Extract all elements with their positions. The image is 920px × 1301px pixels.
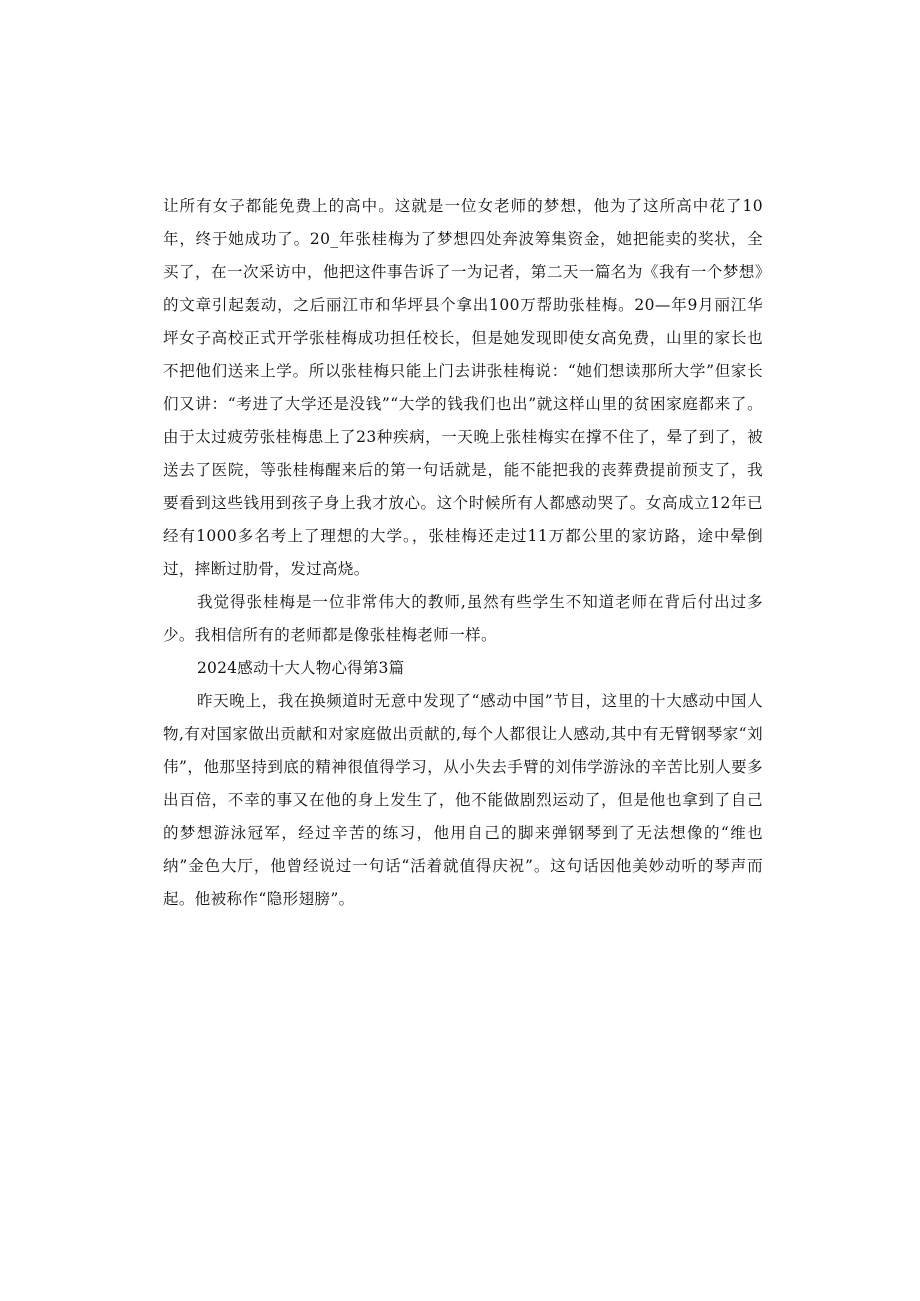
- document-page: [163, 190, 763, 916]
- section-heading: 2024感动十大人物心得第3篇: [197, 659, 405, 677]
- paragraph-reflection: 我觉得张桂梅是一位非常伟大的教师,虽然有些学生不知道老师在背后付出过多少。我相信所有的老师都是像张桂梅老师一样。: [163, 593, 763, 644]
- paragraph-story: 让所有女子都能免费上的高中。这就是一位女老师的梦想，他为了这所高中花了10年，终于她成功了。20_年张桂梅为了梦想四处奔波筹集资金，她把能卖的奖状，全买了，在一次采访中，他把这件事告诉了一为记者，第二天一篇名为《我有一个梦想》的文章引起轰动，之后丽江市和华坪县个拿出100万帮助张桂梅。20—年9月丽江华坪女子高校正式开学张桂梅成功担任校长，但是她发现即使女高免费，山里的家长也不把他们送来上学。所以张桂梅只能上门去讲张桂梅说：“她们想读那所大学”但家长们又讲：“考进了大学还是没钱”“大学的钱我们也出”就这样山里的贫困家庭都来了。由于太过疲劳张桂梅患上了23种疾病，一天晚上张桂梅实在撑不住了，晕了到了，被送去了医院，等张桂梅醒来后的第一句话就是，能不能把我的丧葬费提前预支了，我要看到这些钱用到孩子身上我才放心。这个时候所有人都感动哭了。女高成立12年已经有1000多名考上了理想的大学。，张桂梅还走过11万都公里的家访路，途中晕倒过，摔断过肋骨，发过高烧。: [163, 197, 763, 578]
- paragraph-essay-3: 昨天晚上，我在换频道时无意中发现了“感动中国”节目，这里的十大感动中国人物,有对国家做出贡献和对家庭做出贡献的,每个人都很让人感动,其中有无臂钢琴家“刘伟”，他那坚持到底的精神很值得学习，从小失去手臂的刘伟学游泳的辛苦比别人要多出百倍，不幸的事又在他的身上发生了，他不能做剧烈运动了，但是他也拿到了自己的梦想游泳冠军，经过辛苦的练习，他用自己的脚来弹钢琴到了无法想像的“维也纳”金色大厅，他曾经说过一句话“活着就值得庆祝”。这句话因他美妙动听的琴声而起。他被称作“隐形翅膀”。: [163, 692, 763, 908]
